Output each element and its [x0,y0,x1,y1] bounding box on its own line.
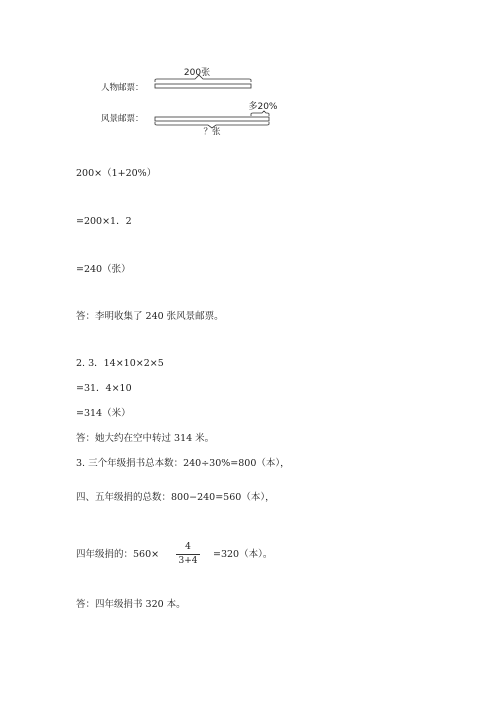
stamp-comparison-diagram [0,0,500,140]
solution1-line1: 200×（1+20%） [76,168,157,179]
row2-value-label: ？张 [203,127,221,137]
solution2-line3: =314（米） [76,408,131,419]
solution1-answer: 答：李明收集了 240 张风景邮票。 [76,311,224,322]
solution3-line2: 四、五年级捐的总数：800−240=560（本）， [76,492,275,503]
row1-bar [155,84,251,88]
fraction [176,541,200,567]
solution3-line3-suffix: =320（本）。 [213,549,273,560]
row2-label: 风景邮票： [101,114,144,124]
solution2-line1: 2. 3．14×10×2×5 [76,358,164,369]
solution3-line1: 3. 三个年级捐书总本数：240÷30%=800（本）， [76,458,290,469]
row1-value-label: 200张 [183,68,211,78]
row2-bar [155,117,269,121]
solution3-answer: 答：四年级捐书 320 本。 [76,599,186,610]
solution2-line2: =31．4×10 [76,383,132,394]
row2-extra-label: 多20% [248,102,278,112]
solution1-line2: =200×1．2 [76,216,132,227]
solution3-line3-prefix: 四年级捐的：560× [76,549,160,560]
row1-label: 人物邮票： [101,83,144,93]
solution1-line3: =240（张） [76,264,131,275]
fraction-denominator: 3+4 [178,556,198,566]
fraction-numerator: 4 [185,542,191,552]
solution2-answer: 答：她大约在空中转过 314 米。 [76,433,215,444]
